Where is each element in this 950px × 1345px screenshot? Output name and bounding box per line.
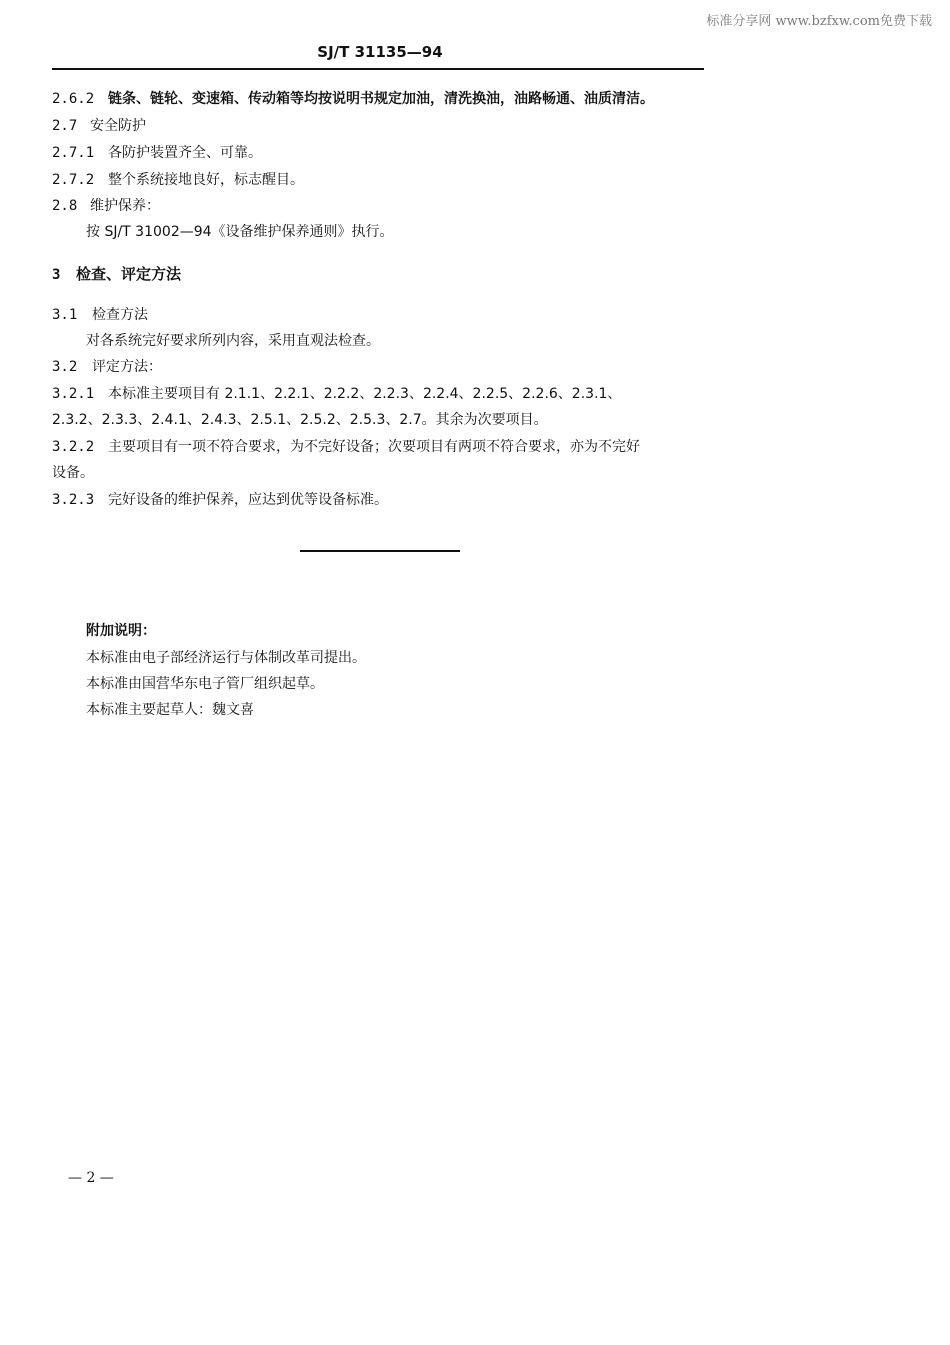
clause-number: 3.2.1 xyxy=(52,386,95,402)
appendix-line: 本标准由电子部经济运行与体制改革司提出。 xyxy=(86,650,366,666)
clause-text: 整个系统接地良好，标志醒目。 xyxy=(108,172,304,188)
clause-3-1-body: 对各系统完好要求所列内容，采用直观法检查。 xyxy=(86,333,380,349)
clause-3-2-1 xyxy=(52,384,621,404)
clause-2-7-2 xyxy=(52,170,304,190)
header-divider xyxy=(52,68,704,70)
clause-number: 2.7.1 xyxy=(52,145,95,161)
clause-number: 2.7 xyxy=(52,118,78,134)
clause-2-6-2 xyxy=(52,89,654,109)
clause-2-8 xyxy=(52,196,160,216)
clause-3-2-2-continued: 设备。 xyxy=(52,465,94,481)
clause-number: 2.6.2 xyxy=(52,91,95,107)
clause-3-2-2 xyxy=(52,437,640,457)
clause-number: 3.1 xyxy=(52,307,78,323)
section-title: 检查、评定方法 xyxy=(76,265,182,283)
clause-text: 主要项目有一项不符合要求，为不完好设备；次要项目有两项不符合要求，亦为不完好 xyxy=(108,439,640,455)
clause-2-7 xyxy=(52,116,146,136)
clause-text: 完好设备的维护保养，应达到优等设备标准。 xyxy=(108,492,388,508)
clause-2-8-body: 按 SJ/T 31002—94《设备维护保养通则》执行。 xyxy=(86,224,394,240)
clause-text: 安全防护 xyxy=(90,118,146,134)
clause-3-2 xyxy=(52,357,162,377)
clause-text: 链条、链轮、变速箱、传动箱等均按说明书规定加油，清洗换油，油路畅通、油质清洁。 xyxy=(108,91,654,107)
section-number: 3 xyxy=(52,267,61,283)
clause-text: 各防护装置齐全、可靠。 xyxy=(108,145,262,161)
clause-number: 3.2.2 xyxy=(52,439,95,455)
clause-3-2-3 xyxy=(52,490,388,510)
clause-3-1 xyxy=(52,305,148,325)
clause-text: 检查方法 xyxy=(92,307,148,323)
clause-text: 本标准主要项目有 2.1.1、2.2.1、2.2.2、2.2.3、2.2.4、2.2.5、2.2.6、2.3.1、 xyxy=(108,386,622,402)
clause-text: 维护保养： xyxy=(90,198,160,214)
clause-number: 2.8 xyxy=(52,198,78,214)
clause-number: 3.2.3 xyxy=(52,492,95,508)
clause-text: 评定方法： xyxy=(92,359,162,375)
appendix-title: 附加说明： xyxy=(86,623,156,639)
clause-number: 2.7.2 xyxy=(52,172,95,188)
watermark-text: 标准分享网 www.bzfxw.com免费下载 xyxy=(706,14,932,29)
document-code: SJ/T 31135—94 xyxy=(317,43,443,61)
clause-number: 3.2 xyxy=(52,359,78,375)
end-of-text-divider xyxy=(300,550,460,552)
appendix-line: 本标准由国营华东电子管厂组织起草。 xyxy=(86,676,324,692)
page-number: — 2 — xyxy=(68,1170,114,1186)
clause-3-2-1-continued: 2.3.2、2.3.3、2.4.1、2.4.3、2.5.1、2.5.2、2.5.3、2.7。其余为次要项目。 xyxy=(52,412,548,428)
section-3-heading xyxy=(52,264,181,285)
clause-2-7-1 xyxy=(52,143,262,163)
appendix-line: 本标准主要起草人：魏文喜 xyxy=(86,702,254,718)
